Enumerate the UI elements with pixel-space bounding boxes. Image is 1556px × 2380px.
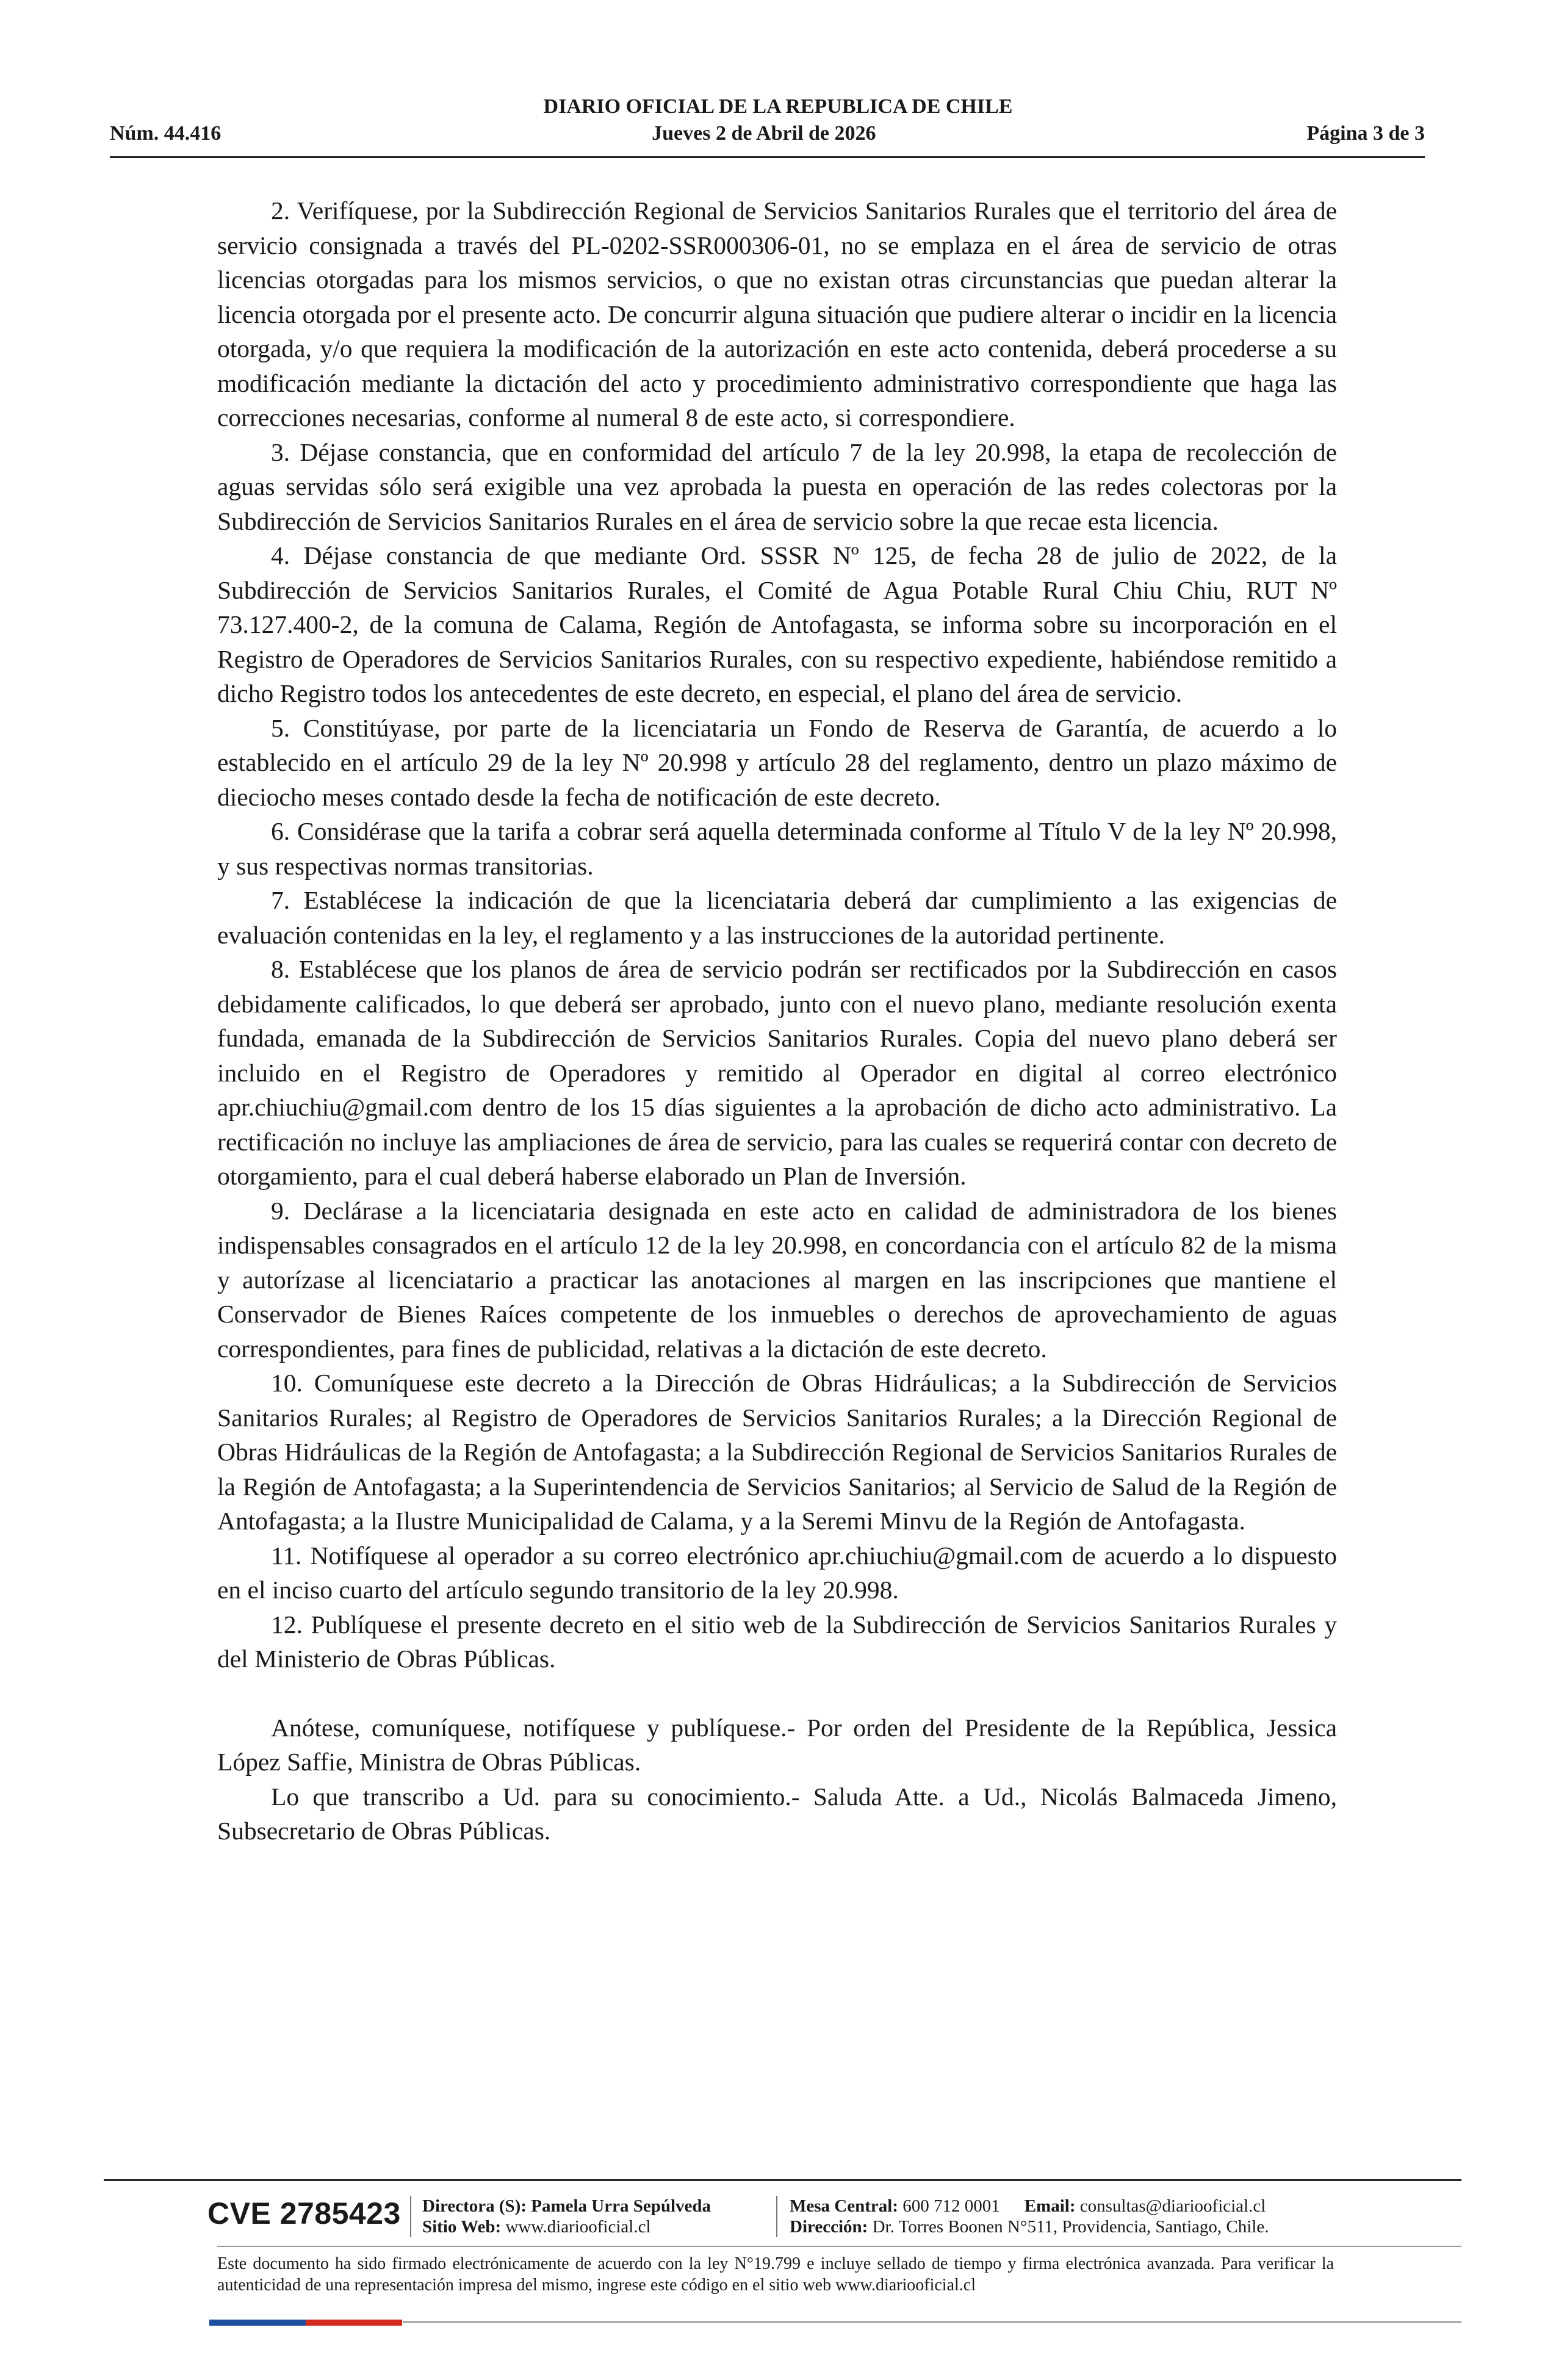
- website-label: Sitio Web:: [422, 2217, 502, 2237]
- address-text: Dr. Torres Boonen N°511, Providencia, Santiago, Chile.: [872, 2217, 1269, 2237]
- director-name: Pamela Urra Sepúlveda: [531, 2196, 711, 2216]
- transcription-paragraph: Lo que transcribo a Ud. para su conocimiento.- Saluda Atte. a Ud., Nicolás Balmaceda Jimeno, Subsecretario de Obras Públicas.: [217, 1782, 1337, 1845]
- website-link[interactable]: www.diariooficial.cl: [505, 2217, 651, 2237]
- paragraph-2: 2. Verifíquese, por la Subdirección Regional de Servicios Sanitarios Rurales que el territorio del área de servicio consignada a través del PL-0202-SSR000306-01, no se emplaza en el área de servicio de otras licencias otorgadas para los mismos servicios, o que no existan otras circunstancias que puedan alterar la licencia otorgada por el presente acto. De concurrir alguna situación que pudiere alterar o incidir en la licencia otorgada, y/o que requiera la modificación de la autorización en este acto contenida, deberá procederse a su modificación mediante la dictación del acto y procedimiento administrativo correspondiente que haga las correcciones necesarias, conforme al numeral 8 de este acto, si correspondiere.: [217, 197, 1337, 431]
- phone-label: Mesa Central:: [790, 2196, 898, 2216]
- cve-code: CVE 2785423: [207, 2196, 401, 2230]
- paragraph-9: 9. Declárase a la licenciataria designada en este acto en calidad de administradora de los bienes indispensables consagrados en el artículo 12 de la ley 20.998, en concordancia con el artículo 82 de la misma y autorízase al licenciatario a practicar las anotaciones al margen en las inscripciones que mantiene el Conservador de Bienes Raíces competente de los inmuebles o derechos de aprovechamiento de aguas correspondientes, para fines de publicidad, relativas a la dictación de este decreto.: [217, 1196, 1337, 1363]
- chile-flag-stripe: [209, 2320, 402, 2326]
- publication-title: DIARIO OFICIAL DE LA REPUBLICA DE CHILE: [543, 95, 1013, 118]
- paragraph-11: 11. Notifíquese al operador a su correo electrónico apr.chiuchiu@gmail.com de acuerdo a lo dispuesto en el inciso cuarto del artículo segundo transitorio de la ley 20.998.: [217, 1541, 1337, 1604]
- closing-paragraph: Anótese, comuníquese, notifíquese y publíquese.- Por orden del Presidente de la República, Jessica López Saffie, Ministra de Obras Públicas.: [217, 1713, 1337, 1776]
- footer-contact-block: [790, 2196, 1269, 2237]
- paragraph-10: 10. Comuníquese este decreto a la Dirección de Obras Hidráulicas; a la Subdirección de Servicios Sanitarios Rurales; al Registro de Operadores de Servicios Sanitarios Rurales; a la Dirección Regional de Obras Hidráulicas de la Región de Antofagasta; a la Subdirección Regional de Servicios Sanitarios Rurales de la Región de Antofagasta; a la Superintendencia de Servicios Sanitarios; al Servicio de Salud de la Región de Antofagasta; a la Ilustre Municipalidad de Calama, y a la Seremi Minvu de la Región de Antofagasta.: [217, 1369, 1337, 1535]
- email-link[interactable]: consultas@diariooficial.cl: [1079, 2196, 1266, 2216]
- footer-divider-top: [104, 2179, 1461, 2181]
- header-row: [110, 122, 1425, 145]
- header-divider: [110, 156, 1425, 158]
- document-body: [217, 193, 1337, 1848]
- footer-divider-mid: [217, 2246, 1461, 2247]
- page-number: Página 3 de 3: [1306, 122, 1425, 145]
- paragraph-4: 4. Déjase constancia de que mediante Ord. SSSR Nº 125, de fecha 28 de julio de 2022, de la Subdirección de Servicios Sanitarios Rurales, el Comité de Agua Potable Rural Chiu Chiu, RUT Nº 73.127.400-2, de la comuna de Calama, Región de Antofagasta, se informa sobre su incorporación en el Registro de Operadores de Servicios Sanitarios Rurales, con su respectivo expediente, habiéndose remitido a dicho Registro todos los antecedentes de este decreto, en especial, el plano del área de servicio.: [217, 541, 1337, 707]
- paragraph-3: 3. Déjase constancia, que en conformidad del artículo 7 de la ley 20.998, la etapa de recolección de aguas servidas sólo será exigible una vez aprobada la puesta en operación de las redes colectoras por la Subdirección de Servicios Sanitarios Rurales en el área de servicio sobre la que recae esta licencia.: [217, 438, 1337, 535]
- signature-notice: Este documento ha sido firmado electrónicamente de acuerdo con la ley N°19.799 e incluye sellado de tiempo y firma electrónica avanzada. Para verificar la autenticidad de una representación impresa del mismo, ingrese este código en el sitio web www.diariooficial.cl: [217, 2254, 1334, 2295]
- paragraph-12: 12. Publíquese el presente decreto en el sitio web de la Subdirección de Servicios Sanitarios Rurales y del Ministerio de Obras Públicas.: [217, 1610, 1337, 1673]
- paragraph-6: 6. Considérase que la tarifa a cobrar será aquella determinada conforme al Título V de la ley Nº 20.998, y sus respectivas normas transitorias.: [217, 817, 1337, 880]
- paragraph-8: 8. Establécese que los planos de área de servicio podrán ser rectificados por la Subdirección en casos debidamente calificados, lo que deberá ser aprobado, junto con el nuevo plano, mediante resolución exenta fundada, emanada de la Subdirección de Servicios Sanitarios Rurales. Copia del nuevo plano deberá ser incluido en el Registro de Operadores y remitido al Operador en digital al correo electrónico apr.chiuchiu@gmail.com dentro de los 15 días siguientes a la aprobación de dicho acto administrativo. La rectificación no incluye las ampliaciones de área de servicio, para las cuales se requerirá contar con decreto de otorgamiento, para el cual deberá haberse elaborado un Plan de Inversión.: [217, 955, 1337, 1190]
- flag-red-segment: [306, 2320, 402, 2326]
- phone-number: 600 712 0001: [902, 2196, 1000, 2216]
- paragraph-7: 7. Establécese la indicación de que la licenciataria deberá dar cumplimiento a las exigencias de evaluación contenidas en la ley, el reglamento y a las instrucciones de la autoridad pertinente.: [217, 886, 1337, 949]
- address-label: Dirección:: [790, 2217, 868, 2237]
- issue-number: Núm. 44.416: [110, 122, 222, 145]
- flag-blue-segment: [209, 2320, 306, 2326]
- director-label: Directora (S):: [422, 2196, 527, 2216]
- footer-director-block: [422, 2196, 711, 2237]
- footer-divider-bottom: [403, 2321, 1461, 2323]
- footer-separator-2: [776, 2196, 777, 2237]
- issue-date: Jueves 2 de Abril de 2026: [652, 122, 876, 145]
- footer-separator-1: [410, 2196, 411, 2237]
- paragraph-5: 5. Constitúyase, por parte de la licenciataria un Fondo de Reserva de Garantía, de acuerdo a lo establecido en el artículo 29 de la ley Nº 20.998 y artículo 28 del reglamento, dentro un plazo máximo de dieciocho meses contado desde la fecha de notificación de este decreto.: [217, 713, 1337, 811]
- email-label: Email:: [1024, 2196, 1076, 2216]
